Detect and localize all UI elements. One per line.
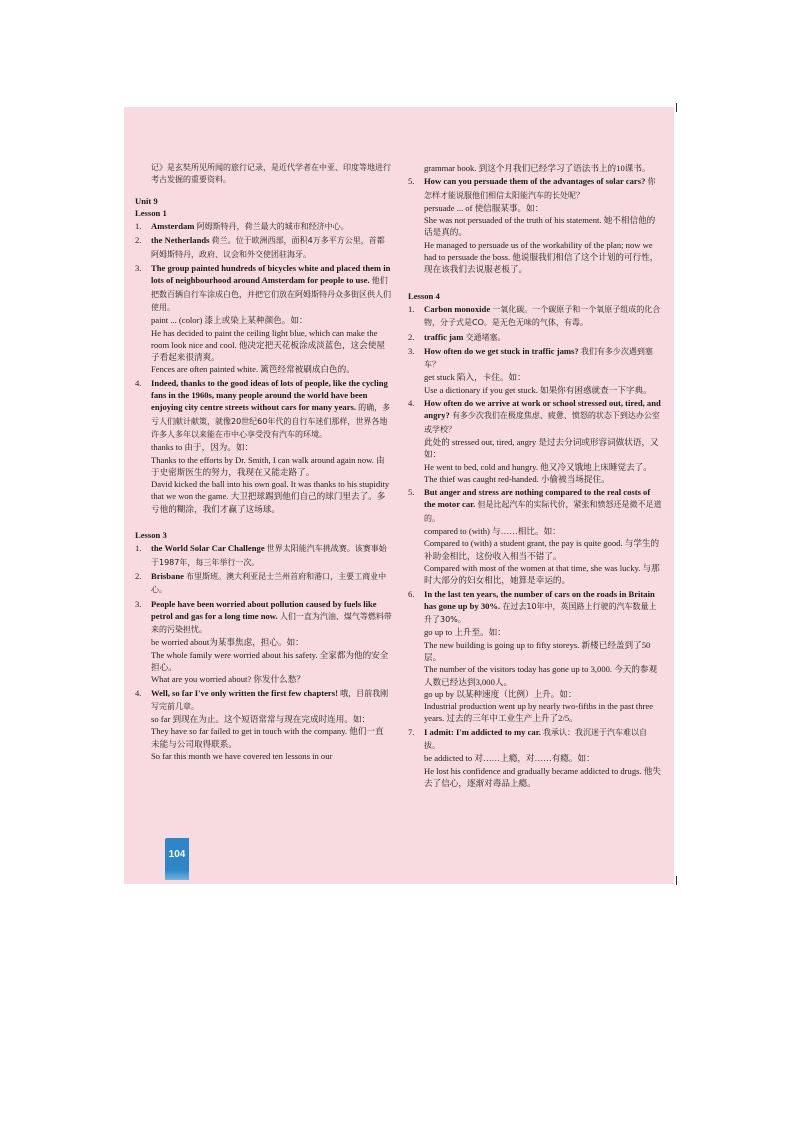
note-headword: traffic jam xyxy=(424,331,464,342)
page-number-badge xyxy=(165,838,189,880)
note-headword: the World Solar Car Challenge xyxy=(151,543,265,554)
continuation-paragraph: grammar book. 到这个月我们已经学习了语法书上的10课书。 xyxy=(424,163,651,173)
note-headword: How often do we get stuck in traffic jams? xyxy=(424,345,579,356)
note-gloss: 我承认：我沉迷于汽车难以自拔。 xyxy=(424,727,648,751)
note-number: 1. xyxy=(408,303,415,314)
intro-paragraph: 记》是玄奘所见所闻的旅行记录，是近代学者在中亚、印度等地进行考古发掘的重要资料。 xyxy=(151,163,391,185)
note-headword: the Netherlands xyxy=(151,235,210,246)
note-headword: How can you persuade them of the advantages of solar cars? xyxy=(424,176,646,187)
note-line: So far this month we have covered ten lessons in our xyxy=(151,751,333,762)
note-gloss: 他们把数百辆自行车涂成白色，并把它们放在阿姆斯特丹众多街区供人们使用。 xyxy=(151,276,391,312)
note-gloss: 交通堵塞。 xyxy=(465,332,506,342)
note-line: Use a dictionary if you get stuck. 如果你有困惑就查一下字典。 xyxy=(424,384,652,395)
note-entry xyxy=(408,588,662,725)
note-line: He managed to persuade us of the workability of the plan; now we had to persuade the boss. 他说服我们相信了这个计划的可行性，现在该我们去说服老板了。 xyxy=(424,239,659,275)
note-headword: Carbon monoxide xyxy=(424,303,491,314)
note-gloss: 我们有多少次遇到塞车？ xyxy=(424,346,653,370)
note-entry xyxy=(408,303,662,330)
note-gloss: 的确，多亏人们献计献策，就像20世纪60年代的自行车迷们那样，世界各地许多人多年以来能在市中心享受没有汽车的环境。 xyxy=(151,403,391,439)
note-line: compared to (with) 与……相比。如： xyxy=(424,526,561,537)
lesson-heading: Lesson 1 xyxy=(135,207,167,218)
note-entry xyxy=(408,397,662,485)
note-headword: I admit: I'm addicted to my car. xyxy=(424,726,541,737)
note-line: Compared with most of the women at that time, she was lucky. 与那时大部分的妇女相比，她算是幸运的。 xyxy=(424,562,660,586)
note-line: Compared to (with) a student grant, the pay is quite good. 与学生的补助金相比，这份收入相当不错了。 xyxy=(424,538,660,561)
note-number: 5. xyxy=(408,176,415,187)
note-headword: The group painted hundreds of bicycles white and placed them in lots of neighbourhood around Amsterdam for people to use. xyxy=(151,263,391,286)
note-headword: How often do we arrive at work or school stressed out, tired, and angry? xyxy=(424,398,661,421)
note-number: 2. xyxy=(408,331,415,342)
note-number: 3. xyxy=(135,263,142,274)
note-line: They have so far failed to get in touch with the company. 他们一直未能与公司取得联系。 xyxy=(151,726,384,749)
note-gloss: 你怎样才能说服他们相信太阳能汽车的长处呢？ xyxy=(424,177,656,200)
note-gloss: 在过去10年中，英国路上行驶的汽车数量上升了30%。 xyxy=(424,601,657,625)
note-entry xyxy=(408,486,662,586)
note-entry xyxy=(135,570,392,597)
note-number: 1. xyxy=(135,221,142,232)
note-line: He has decided to paint the ceiling light blue, which can make the room look nice and cool. 他决定把天花板涂成淡蓝色，这会使屋子看起来很清爽。 xyxy=(151,327,385,363)
note-line: persuade ... of 使信服某事。如： xyxy=(424,202,544,213)
textbook-page xyxy=(124,107,674,884)
note-headword: People have been worried about pollution caused by fuels like petrol and gas for a long time now. xyxy=(151,598,377,621)
crop-mark xyxy=(676,103,677,112)
note-line: so far 到现在为止。这个短语常常与现在完成时连用。如： xyxy=(151,714,371,725)
note-line: David kicked the ball into his own goal. It was thanks to his stupidity that we won the game. 大卫把球踢到他们自己的球门里去了。多亏他的糊涂，我们才赢了这场球。 xyxy=(151,479,390,514)
note-number: 4. xyxy=(135,377,142,388)
note-entry xyxy=(135,262,392,376)
note-gloss: 一氧化碳。一个碳原子和一个氧原子组成的化合物，分子式是CO。是无色无味的气体，有毒。 xyxy=(424,304,661,328)
note-number: 5. xyxy=(408,487,415,498)
note-number: 1. xyxy=(135,543,142,554)
note-line: be worried about为某事焦虑，担心。如： xyxy=(151,637,304,648)
note-gloss: 荷兰。位于欧洲西部，面积4万多平方公里，首都阿姆斯特丹，政府、议会和外交使团驻海牙。 xyxy=(151,236,385,259)
note-line: 此处的 stressed out, tired, angry 是过去分词或形容词做状语，又如： xyxy=(424,436,659,460)
note-gloss: 但是比起汽车的实际代价，紧张和愤怒还是微不足道的。 xyxy=(424,500,662,523)
note-number: 3. xyxy=(408,345,415,356)
note-line: Thanks to the efforts by Dr. Smith, I can walk around again now. 由于史密斯医生的努力，我现在又能走路了。 xyxy=(151,454,385,477)
right-column xyxy=(408,162,662,789)
note-gloss: 布里斯班。澳大利亚昆士兰州首府和港口，主要工商业中心。 xyxy=(151,571,387,595)
note-number: 6. xyxy=(408,588,415,599)
note-line: paint ... (color) 漆上或染上某种颜色。如： xyxy=(151,315,308,326)
note-line: be addicted to 对……上瘾，对……有瘾。如： xyxy=(424,753,595,764)
note-gloss: 有多少次我们在极度焦虑、疲惫、愤怒的状态下到达办公室或学校？ xyxy=(424,411,660,434)
note-line: The whole family were worried about his safety. 全家都为他的安全担心。 xyxy=(151,649,389,672)
note-number: 2. xyxy=(135,235,142,246)
note-line: go up to 上升至。如： xyxy=(424,627,506,638)
note-line: She was not persuaded of the truth of his statement. 她不相信他的话是真的。 xyxy=(424,215,656,238)
note-gloss: 人们一直为汽油、煤气等燃料带来的污染担忧。 xyxy=(151,611,392,635)
note-line: get stuck 陷入，卡住。如： xyxy=(424,372,526,383)
note-number: 3. xyxy=(135,598,142,609)
note-number: 2. xyxy=(135,570,142,581)
note-headword: Brisbane xyxy=(151,570,184,581)
note-line: go up by 以某种速度（比例）上升。如： xyxy=(424,688,577,699)
note-entry xyxy=(135,542,392,569)
note-line: The number of the visitors today has gone up to 3,000. 今天的参观人数已经达到3,000人。 xyxy=(424,664,658,687)
note-headword: Well, so far I've only written the first few chapters! xyxy=(151,687,338,698)
note-entry xyxy=(408,175,662,275)
note-entry xyxy=(135,377,392,515)
note-headword: In the last ten years, the number of cars on the roads in Britain has gone up by 30%. xyxy=(424,588,655,611)
note-gloss: 世界太阳能汽车挑战赛。该赛事始于1987年，每三年举行一次。 xyxy=(151,544,387,567)
note-number: 4. xyxy=(135,687,142,698)
note-entry xyxy=(135,220,392,233)
page-number: 104 xyxy=(168,849,186,860)
note-gloss: 阿姆斯特丹，荷兰最大的城市和经济中心。 xyxy=(196,222,349,232)
note-line: The new building is going up to fifty storeys. 新楼已经盖到了50层。 xyxy=(424,639,651,662)
note-line: What are you worried about? 你发什么愁？ xyxy=(151,674,305,685)
note-entry xyxy=(135,598,392,686)
note-line: The thief was caught red-handed. 小偷被当场捉住。 xyxy=(424,473,610,484)
crop-mark xyxy=(676,876,677,885)
lesson-heading: Lesson 4 xyxy=(408,290,440,301)
note-gloss: 哦，目前我刚写完前几章。 xyxy=(151,688,389,711)
note-entry xyxy=(408,331,662,344)
note-line: He lost his confidence and gradually became addicted to drugs. 他失去了信心，逐渐对毒品上瘾。 xyxy=(424,765,661,788)
note-number: 7. xyxy=(408,726,415,737)
note-headword: But anger and stress are nothing compared to the real costs of the motor car. xyxy=(424,487,651,510)
unit-heading: Unit 9 xyxy=(135,195,158,206)
note-headword: Indeed, thanks to the good ideas of lots of people, like the cycling fans in the 1960s, many people around the world have been enjoying city centre streets without cars for many years. xyxy=(151,377,388,413)
note-line: He went to bed, cold and hungry. 他又冷又饿地上床睡觉去了。 xyxy=(424,461,652,472)
note-entry xyxy=(408,345,662,396)
note-line: Fences are often painted white. 篱笆经常被刷成白色的。 xyxy=(151,364,355,375)
note-entry xyxy=(135,234,392,261)
note-line: Industrial production went up by nearly two-fifths in the past three years. 过去的三年中工业生产上升了2/5。 xyxy=(424,701,654,724)
note-headword: Amsterdam xyxy=(151,221,195,232)
left-column xyxy=(135,162,392,762)
lesson-heading: Lesson 3 xyxy=(135,530,167,541)
note-entry xyxy=(408,726,662,789)
note-entry xyxy=(135,687,392,763)
note-number: 4. xyxy=(408,398,415,409)
note-line: thanks to 由于，因为。如： xyxy=(151,442,254,453)
